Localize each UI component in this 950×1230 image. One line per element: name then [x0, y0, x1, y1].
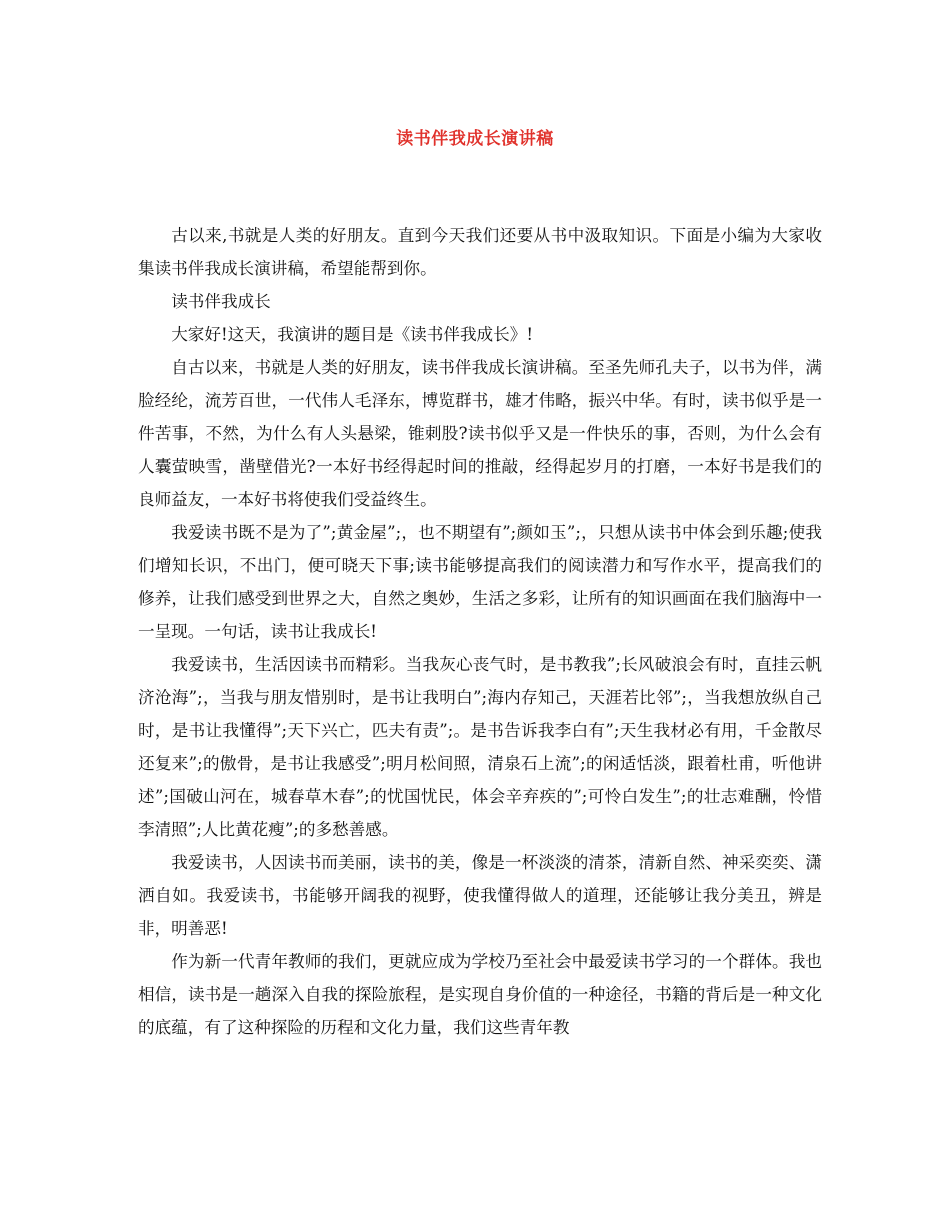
paragraph-intro: 古以来,书就是人类的好朋友。直到今天我们还要从书中汲取知识。下面是小编为大家收集读书伴我成长演讲稿，希望能帮到你。	[138, 226, 822, 278]
paragraph-body: 我爱读书既不是为了”;黄金屋”;，也不期望有”;颜如玉”;，只想从读书中体会到乐趣;使我们增知长识，不出门，便可晓天下事;读书能够提高我们的阅读潜力和写作水平，提高我们的修养，让我们感受到世界之大，自然之奥妙，生活之多彩，让所有的知识画面在我们脑海中一一呈现。一句话，读书让我成长!	[138, 523, 822, 641]
paragraph-greeting: 大家好!这天，我演讲的题目是《读书伴我成长》!	[171, 325, 533, 344]
paragraph-body: 作为新一代青年教师的我们，更就应成为学校乃至社会中最爱读书学习的一个群体。我也相信，读书是一趟深入自我的探险旅程，是实现自身价值的一种途径，书籍的背后是一种文化的底蕴，有了这种探险的历程和文化力量，我们这些青年教	[138, 952, 822, 1037]
paragraph-body: 我爱读书，生活因读书而精彩。当我灰心丧气时，是书教我”;长风破浪会有时，直挂云帆济沧海”;，当我与朋友惜别时，是书让我明白”;海内存知己，天涯若比邻”;，当我想放纵自己时，是书让我懂得”;天下兴亡，匹夫有责”;。是书告诉我李白有”;天生我材必有用，千金散尽还复来”;的傲骨，是书让我感受”;明月松间照，清泉石上流”;的闲适恬淡，跟着杜甫，听他讲述”;国破山河在，城春草木春”;的忧国忧民，体会辛弃疾的”;可怜白发生”;的壮志难酬，怜惜李清照”;人比黄花瘦”;的多愁善感。	[138, 655, 822, 839]
document-title: 读书伴我成长演讲稿	[396, 129, 554, 149]
document-body	[138, 219, 822, 1044]
paragraph-body: 自古以来，书就是人类的好朋友，读书伴我成长演讲稿。至圣先师孔夫子，以书为伴，满脸经纶，流芳百世，一代伟人毛泽东，博览群书，雄才伟略，振兴中华。有时，读书似乎是一件苦事，不然，为什么有人头悬梁，锥刺股?读书似乎又是一件快乐的事，否则，为什么会有人囊萤映雪，凿壁借光?一本好书经得起时间的推敲，经得起岁月的打磨，一本好书是我们的良师益友，一本好书将使我们受益终生。	[138, 358, 822, 509]
paragraph-subtitle: 读书伴我成长	[171, 292, 271, 311]
paragraph-body: 我爱读书，人因读书而美丽，读书的美，像是一杯淡淡的清茶，清新自然、神采奕奕、潇洒自如。我爱读书，书能够开阔我的视野，使我懂得做人的道理，还能够让我分美丑，辨是非，明善恶!	[138, 853, 822, 938]
